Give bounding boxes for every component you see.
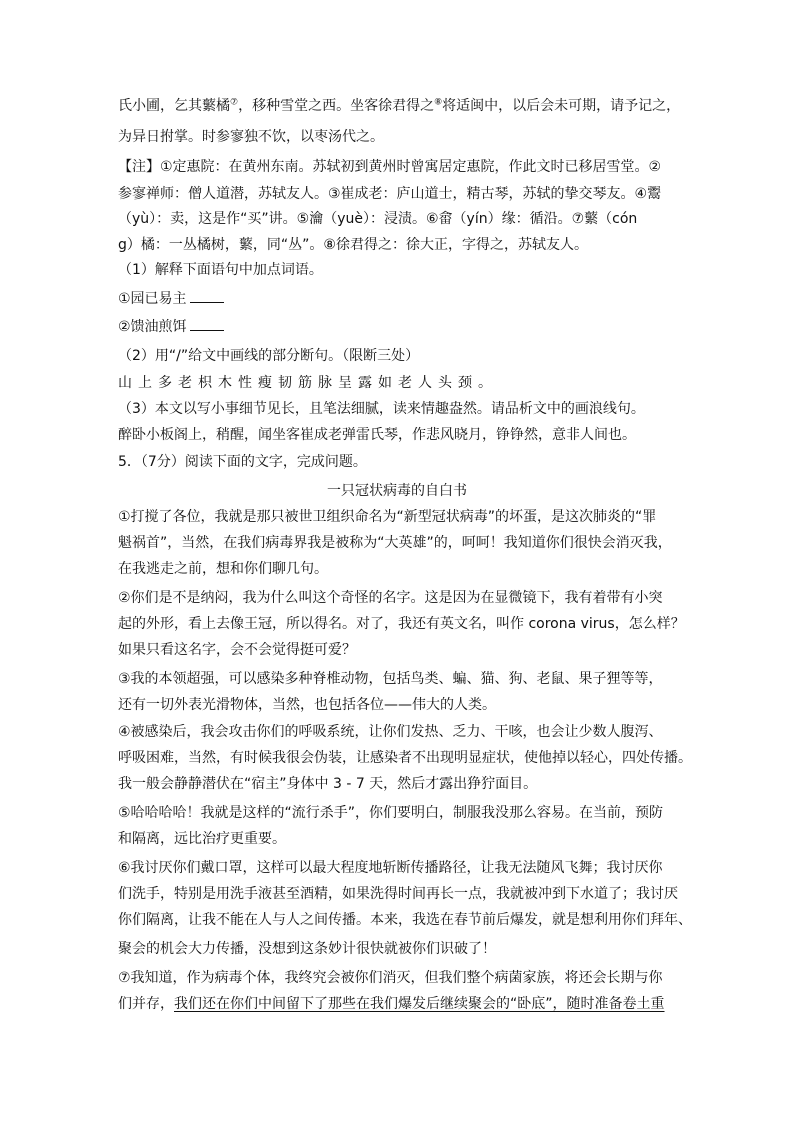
body-line: ③我的本领超强，可以感染多种脊椎动物，包括鸟类、蝙、猫、狗、老鼠、果子狸等等，: [118, 671, 663, 687]
body-line: 魁祸首”，当然，在我们病毒界我是被称为“大英雄”的，呵呵！我知道你们很快会消灭我，: [118, 535, 672, 551]
text-line: 为异日拊掌。时参寥独不饮，以枣汤代之。: [118, 129, 384, 145]
body-line: 如果只看这名字，会不会觉得挺可爱？: [118, 642, 356, 658]
body-line: ②你们是不是纳闷，我为什么叫这个奇怪的名字。这是因为在显微镜下，我有着带有小突: [118, 590, 663, 606]
body-line: 你们隔离，让我不能在人与人之间传播。本来，我选在春节前后爆发，就是想利用你们拜年、: [118, 912, 692, 928]
question-2-text: 山上多老枳木性瘦韧筋脉呈露如老人头颈。: [118, 375, 498, 391]
note-line: g）橘：一丛橘树，蘩，同“丛”。⑧徐君得之：徐大正，字得之，苏轼友人。: [118, 237, 588, 253]
body-line: 在我逃走之前，想和你们聊几句。: [118, 561, 328, 577]
body-line: ⑥我讨厌你们戴口罩，这样可以最大程度地斩断传播路径，让我无法随风飞舞；我讨厌你: [118, 860, 663, 876]
body-line: 起的外形，看上去像王冠，所以得名。对了，我还有英文名，叫作 corona virus，怎么样？: [118, 616, 685, 632]
body-line: 们洗手，特别是用洗手液甚至酒精，如果洗得时间再长一点，我就被冲到下水道了；我讨厌: [118, 886, 678, 902]
note-line: （yù）：卖，这是作“买”讲。⑤瀹（yuè）：浸渍。⑥畲（yín）缘：循沿。⑦蘩（cón: [118, 211, 638, 227]
body-line: ⑦我知道，作为病毒个体，我终究会被你们消灭，但我们整个病菌家族，将还会长期与你: [118, 970, 663, 986]
body-line: 呼吸困难，当然，有时候我很会伪装，让感染者不出现明显症状，使他掉以轻心，四处传播。: [118, 750, 692, 766]
body-line: 们并存，我们还在你们中间留下了那些在我们爆发后继续聚会的“卧底”，随时准备卷土重: [118, 996, 665, 1012]
question-3-text: 醉卧小板阁上，稍醒，闻坐客崔成老弹雷氏琴，作悲风晓月，铮铮然，意非人间也。: [118, 427, 636, 443]
body-line: ④被感染后，我会攻击你们的呼吸系统，让你们发热、乏力、干咳，也会让少数人腹泻、: [118, 724, 663, 740]
note-line: 【注】①定惠院：在黄州东南。苏轼初到黄州时曾寓居定惠院，作此文时已移居雪堂。②: [118, 159, 662, 175]
question-1a: ①园已易主: [118, 289, 224, 309]
answer-blank[interactable]: [190, 290, 224, 303]
body-line: 聚会的机会大力传播，没想到这条妙计很快就被你们识破了！: [118, 941, 496, 957]
question-1b: ②馈油煎饵: [118, 317, 224, 337]
text-line: 氏小圃，乞其蘩橘⑦，移种雪堂之西。坐客徐君得之⑧将适闽中，以后会未可期，请予记之，: [118, 97, 681, 114]
question-5: 5．（7分）阅读下面的文字，完成问题。: [118, 454, 367, 470]
passage-title: 一只冠状病毒的自白书: [327, 483, 467, 499]
underlined-sentence: 我们还在你们中间留下了那些在我们爆发后继续聚会的“卧底”，随时准备卷土重: [174, 996, 665, 1012]
body-line: ⑤哈哈哈哈！我就是这样的“流行杀手”，你们要明白，制服我没那么容易。在当前，预防: [118, 805, 664, 821]
body-line: 还有一切外表光滑物体，当然，也包括各位——伟大的人类。: [118, 697, 496, 713]
question-1: （1）解释下面语句中加点词语。: [118, 262, 323, 278]
body-line: 我一般会静静潜伏在“宿主”身体中 3 - 7 天，然后才露出狰狞面目。: [118, 776, 538, 792]
answer-blank[interactable]: [190, 318, 224, 331]
question-2: （2）用“/”给文中画线的部分断句。（限断三处）: [118, 348, 420, 364]
body-line: 和隔离，远比治疗更重要。: [118, 831, 286, 847]
question-3: （3）本文以写小事细节见长，且笔法细腻，读来情趣盎然。请品析文中的画浪线句。: [118, 401, 645, 417]
note-line: 参寥禅师：僧人道潜，苏轼友人。③崔成老：庐山道士，精古琴，苏轼的挚交琴友。④鬻: [118, 186, 662, 202]
body-line: ①打搅了各位，我就是那只被世卫组织命名为“新型冠状病毒”的坏蛋，是这次肺炎的“罪: [118, 509, 657, 525]
